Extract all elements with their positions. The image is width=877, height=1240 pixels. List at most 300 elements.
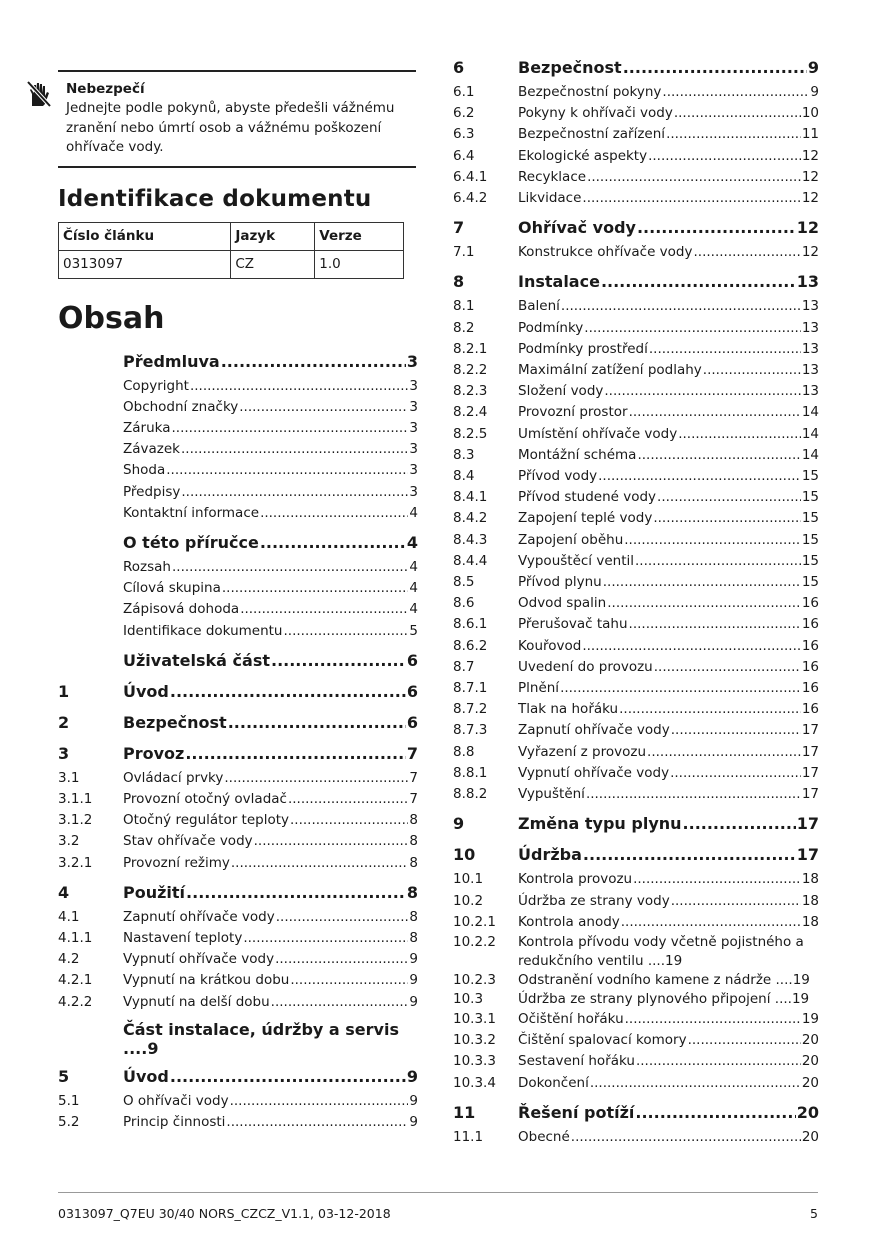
toc-entry-number: 8.7.1 [453,680,488,697]
toc-entry-label: Obecné [518,1128,570,1145]
toc-entry-label: Rozsah [123,558,171,575]
toc-entry[interactable] [58,1020,418,1058]
toc-entry-body [123,768,418,789]
toc-entry-label: Zapnutí ohřívače vody [518,722,670,739]
toc-entry-number: 3.1.2 [58,812,93,829]
toc-entry-page: 13 [801,383,819,400]
toc-entry-label: Provozní otočný ovladač [123,790,287,807]
toc-entry-number: 10 [453,845,476,865]
toc-entry-number: 9 [453,814,465,834]
toc-entry-body [518,381,819,402]
doc-id-header-cell: Verze [315,222,404,250]
toc-entry[interactable] [453,843,819,867]
toc-entry-body [123,789,418,810]
toc-entry[interactable] [453,1101,819,1125]
toc-entry[interactable] [58,992,418,1013]
toc-dot-leader [583,843,796,867]
toc-entry-body [518,636,819,657]
toc-entry-body [123,649,418,673]
toc-dot-leader [226,1112,408,1133]
toc-entry-body [518,424,819,445]
toc-entry-label: Vyřazení z provozu [518,743,647,760]
toc-entry-number: 4 [58,882,70,902]
toc-dot-leader: .... [643,952,666,969]
toc-entry-body [123,970,418,991]
toc-entry-body [518,339,819,360]
toc-entry[interactable] [58,831,418,852]
toc-entry-label: Úvod [123,1066,169,1086]
toc-entry[interactable] [58,649,418,673]
toc-entry[interactable] [58,503,418,524]
toc-entry[interactable] [453,242,819,263]
toc-dot-leader [662,82,809,103]
toc-entry-page: 17 [801,743,819,760]
toc-dot-leader [171,418,408,439]
toc-entry-body [518,270,819,294]
toc-dot-leader [239,397,408,418]
toc-dot-leader [260,503,408,524]
toc-entry-body [518,891,819,912]
toc-entry-page: 16 [801,701,819,718]
toc-entry-page: 9 [807,58,819,77]
toc-entry-page: 7 [409,769,418,786]
toc-entry-body [518,699,819,720]
toc-dot-leader [657,487,801,508]
toc-entry[interactable] [58,881,418,905]
toc-entry[interactable] [453,508,819,529]
toc-entry-label: Obchodní značky [123,398,239,415]
toc-dot-leader [586,784,801,805]
toc-entry-number: 8.2.2 [453,362,488,379]
toc-entry-body [518,167,819,188]
toc-entry-body [518,124,819,145]
toc-entry-body [123,949,418,970]
toc-entry-body [518,593,819,614]
toc-entry-page: 14 [801,425,819,442]
toc-entry-body [518,1101,819,1125]
toc-entry[interactable] [453,891,819,912]
toc-entry-page: 15 [801,552,819,569]
toc-right [453,56,819,1148]
toc-entry-label: Přerušovač tahu [518,616,628,633]
toc-entry[interactable] [58,810,418,831]
toc-entry[interactable] [58,557,418,578]
toc-dot-leader [688,1030,801,1051]
toc-entry-page: 12 [801,190,819,207]
toc-entry[interactable] [453,1030,819,1051]
toc-entry-number: 6.4.1 [453,168,488,185]
toc-entry-label: Likvidace [518,190,582,207]
toc-entry[interactable] [453,466,819,487]
toc-entry-number: 5.2 [58,1113,80,1130]
toc-entry-label: Recyklace [518,168,587,185]
footer-divider [58,1192,818,1193]
toc-entry-page: 9 [409,972,418,989]
doc-id-header-row [59,222,404,250]
toc-dot-leader [243,928,408,949]
toc-entry[interactable] [453,1051,819,1072]
toc-dot-leader [584,318,801,339]
toc-entry-label: Předpisy [123,483,181,500]
toc-entry-body [518,657,819,678]
toc-entry-number: 4.2 [58,951,80,968]
toc-entry-label: Přívod vody [518,468,598,485]
toc-heading: Obsah [58,300,165,336]
toc-entry-label: Shoda [123,462,166,479]
toc-entry-number: 5.1 [58,1092,80,1109]
toc-entry-body [518,720,819,741]
toc-entry[interactable] [58,928,418,949]
toc-entry-page: 8 [409,812,418,829]
toc-entry-label: Podmínky [518,319,584,336]
toc-entry-label: Kontrola provozu [518,871,633,888]
toc-entry-page: 17 [801,764,819,781]
toc-entry-page: 8 [409,929,418,946]
toc-entry-page: 5 [409,622,418,639]
toc-entry-page: 3 [409,462,418,479]
toc-entry-page: 4 [409,601,418,618]
toc-entry-body [123,599,418,620]
toc-entry-body [518,82,819,103]
toc-entry-label: Vypnutí ohřívače vody [123,951,275,968]
toc-dot-leader [683,812,796,836]
toc-entry-number: 10.2.2 [453,933,496,950]
toc-entry[interactable] [58,439,418,460]
toc-dot-leader [678,424,801,445]
toc-dot-leader [172,557,408,578]
toc-entry-page: 4 [409,504,418,521]
toc-entry[interactable] [58,949,418,970]
toc-entry-body [518,812,819,836]
toc-entry[interactable] [453,402,819,423]
toc-entry-label: Bezpečnostní zařízení [518,126,666,143]
toc-entry-page: 4 [409,580,418,597]
toc-entry-body [518,56,819,80]
toc-entry-number: 8.7.2 [453,701,488,718]
toc-entry-number: 8.4.1 [453,489,488,506]
toc-entry-body [518,318,819,339]
toc-entry-label: Vypouštěcí ventil [518,552,634,569]
toc-entry-page: 14 [801,404,819,421]
toc-entry[interactable] [453,360,819,381]
toc-entry[interactable] [453,551,819,572]
toc-entry-number: 6.2 [453,105,475,122]
toc-dot-leader [624,530,801,551]
toc-entry-page: 15 [801,510,819,527]
toc-entry-number: 3 [58,743,70,763]
toc-dot-leader [637,445,800,466]
toc-entry[interactable] [453,167,819,188]
toc-entry-body [123,460,418,481]
toc-entry-page: 3 [409,377,418,394]
toc-entry[interactable] [453,339,819,360]
toc-entry-label: Provozní prostor [518,404,628,421]
toc-dot-leader: .... [771,971,793,988]
toc-entry[interactable] [453,296,819,317]
toc-entry[interactable] [453,912,819,933]
toc-entry[interactable] [453,657,819,678]
toc-dot-leader [190,376,408,397]
toc-entry[interactable] [453,678,819,699]
toc-entry-label: Podmínky prostředí [518,340,648,357]
toc-entry[interactable] [453,636,819,657]
toc-entry-page: 3 [409,398,418,415]
toc-entry-page: 18 [801,892,819,909]
toc-entry-number: 8.2.1 [453,340,488,357]
toc-entry[interactable] [58,711,418,735]
danger-title: Nebezpečí [66,81,145,97]
toc-entry[interactable] [453,1127,819,1148]
toc-entry-page: 17 [801,722,819,739]
toc-entry[interactable] [453,933,819,971]
toc-entry-body [518,530,819,551]
toc-entry-body [518,1030,819,1051]
toc-entry-page: 18 [801,871,819,888]
toc-entry[interactable] [453,971,819,990]
toc-entry[interactable] [453,188,819,209]
toc-entry-label: Přívod studené vody [518,489,657,506]
toc-entry-body [518,402,819,423]
toc-entry-label: Závazek [123,441,180,458]
toc-entry-page: 8 [409,833,418,850]
toc-entry-page: 9 [409,1092,418,1109]
toc-entry-number: 10.2 [453,892,484,909]
toc-entry-number: 2 [58,712,70,732]
toc-entry-page: 12 [796,218,819,238]
toc-entry-number: 7 [453,218,465,238]
toc-entry-page: 3 [406,351,418,371]
toc-entry-label: O ohřívači vody [123,1092,229,1109]
toc-entry-page: 15 [801,574,819,591]
toc-entry[interactable] [453,381,819,402]
toc-entry[interactable] [58,531,418,555]
toc-entry-page: 14 [801,446,819,463]
toc-entry-number: 8.3 [453,446,475,463]
toc-entry-label: Copyright [123,377,189,394]
toc-entry-label: Přívod plynu [518,574,602,591]
toc-entry-body [518,508,819,529]
toc-entry-number: 10.3.4 [453,1074,496,1091]
toc-entry-number: 1 [58,681,70,701]
toc-entry-number: 8.6 [453,595,475,612]
toc-entry-label: Čištění spalovací komory [518,1032,687,1049]
toc-entry-body [123,742,418,766]
toc-dot-leader [170,1065,406,1089]
toc-entry[interactable] [453,445,819,466]
toc-entry-body [518,360,819,381]
toc-dot-leader [290,810,408,831]
toc-entry-label: Montážní schéma [518,446,637,463]
toc-entry-label: Kontaktní informace [123,504,260,521]
doc-id-header-cell: Jazyk [231,222,315,250]
toc-entry[interactable] [453,318,819,339]
toc-entry-number: 4.2.1 [58,972,93,989]
toc-dot-leader [598,466,801,487]
toc-entry-body [123,621,418,642]
toc-entry-page: 12 [801,244,819,261]
toc-entry-body [123,1020,418,1058]
toc-entry[interactable] [58,907,418,928]
toc-dot-leader [629,614,801,635]
toc-entry-body [123,810,418,831]
toc-entry[interactable] [453,720,819,741]
toc-dot-leader [604,381,800,402]
toc-dot-leader [231,853,409,874]
toc-dot-leader [635,551,801,572]
toc-entry[interactable] [453,146,819,167]
toc-entry-number: 8.5 [453,574,475,591]
toc-entry-label: Záruka [123,419,171,436]
toc-entry[interactable] [453,124,819,145]
toc-entry-label: Umístění ohřívače vody [518,425,678,442]
toc-entry-number: 5 [58,1066,70,1086]
toc-entry-page: 4 [406,532,418,552]
toc-entry-body [518,188,819,209]
toc-entry-body [518,869,819,890]
toc-entry[interactable] [58,1065,418,1089]
toc-entry-body [123,1065,418,1089]
toc-entry[interactable] [58,789,418,810]
toc-entry[interactable] [58,1091,418,1112]
toc-entry-label: Stav ohřívače vody [123,833,253,850]
toc-entry-body [123,418,418,439]
toc-entry-body [123,1091,418,1112]
toc-entry-number: 6.4.2 [453,190,488,207]
toc-dot-leader [288,789,408,810]
toc-entry-body [518,466,819,487]
toc-entry-label: Ekologické aspekty [518,147,648,164]
toc-entry[interactable] [453,812,819,836]
toc-entry-body [123,711,418,735]
toc-entry[interactable] [58,621,418,642]
toc-entry-page: 8 [409,854,418,871]
toc-entry-number: 10.3 [453,990,484,1007]
toc-entry-number: 10.1 [453,871,484,888]
toc-entry[interactable] [453,742,819,763]
toc-entry-body [123,680,418,704]
toc-entry-body [123,350,418,374]
toc-dot-leader [271,992,409,1013]
toc-entry[interactable] [58,418,418,439]
toc-entry-body [518,1051,819,1072]
toc-entry[interactable] [453,763,819,784]
toc-entry[interactable] [58,680,418,704]
toc-entry-number: 8.6.2 [453,637,488,654]
toc-entry-page: 19 [792,971,810,988]
toc-entry-page: 12 [801,168,819,185]
toc-entry[interactable] [453,784,819,805]
toc-entry[interactable] [58,376,418,397]
toc-entry[interactable] [453,424,819,445]
toc-entry[interactable] [453,103,819,124]
toc-entry-label: Zapojení teplé vody [518,510,653,527]
toc-entry[interactable] [453,869,819,890]
toc-dot-leader [601,270,796,294]
toc-dot-leader [276,907,409,928]
toc-entry-label: Část instalace, údržby a servis [123,1019,399,1039]
toc-entry-page: 12 [801,147,819,164]
doc-id-header-cell: Číslo článku [59,222,231,250]
toc-entry-body [518,971,819,990]
toc-entry-label: Instalace [518,272,600,292]
toc-entry-label: Sestavení hořáku [518,1053,635,1070]
toc-dot-leader [560,678,801,699]
toc-dot-leader [648,146,801,167]
toc-entry[interactable] [58,1112,418,1133]
toc-entry-number: 8.7 [453,658,475,675]
toc-entry[interactable] [58,599,418,620]
toc-entry-page: 4 [409,558,418,575]
toc-entry-number: 10.3.3 [453,1053,496,1070]
toc-entry[interactable] [58,853,418,874]
toc-entry-page: 6 [406,681,418,701]
toc-entry-page: 19 [791,990,810,1007]
toc-dot-leader: .... [123,1038,148,1058]
toc-entry-page: 3 [409,441,418,458]
toc-entry-body [518,487,819,508]
toc-entry[interactable] [453,82,819,103]
toc-entry[interactable] [453,530,819,551]
toc-dot-leader [670,763,801,784]
toc-entry[interactable] [58,768,418,789]
toc-dot-leader [571,1127,801,1148]
toc-dot-leader [637,216,796,240]
toc-dot-leader [693,242,800,263]
toc-entry[interactable] [453,1009,819,1030]
toc-entry[interactable] [58,578,418,599]
toc-entry-body [123,928,418,949]
toc-entry[interactable] [453,270,819,294]
toc-entry[interactable] [453,990,819,1009]
toc-entry-number: 8 [453,272,465,292]
toc-entry-label: Očištění hořáku [518,1010,624,1027]
toc-entry[interactable] [58,482,418,503]
toc-entry-page: 10 [801,105,819,122]
toc-entry[interactable] [453,216,819,240]
toc-entry-label: Bezpečnost [518,58,622,77]
toc-entry-number: 8.7.3 [453,722,488,739]
toc-entry-body [123,557,418,578]
toc-entry[interactable] [58,460,418,481]
toc-entry-label: Zápisová dohoda [123,601,240,618]
toc-entry[interactable] [453,593,819,614]
toc-entry-number: 8.8.1 [453,764,488,781]
toc-entry[interactable] [58,350,418,374]
toc-entry-body [123,439,418,460]
toc-entry-body [518,990,819,1009]
toc-entry[interactable] [58,742,418,766]
toc-entry-number: 10.3.1 [453,1010,496,1027]
toc-entry[interactable] [453,614,819,635]
toc-dot-leader [582,636,800,657]
toc-entry-page: 17 [801,786,819,803]
toc-entry[interactable] [453,699,819,720]
doc-id-table [58,222,404,279]
toc-entry-page: 17 [796,845,819,865]
toc-dot-leader [671,891,801,912]
toc-entry-number: 3.2.1 [58,854,93,871]
toc-entry[interactable] [453,1073,819,1094]
toc-entry-label: Uvedení do provozu [518,658,653,675]
toc-entry-page: 20 [796,1102,819,1122]
toc-entry-label: Vypnutí na delší dobu [123,993,270,1010]
toc-entry[interactable] [58,397,418,418]
toc-entry[interactable] [58,970,418,991]
toc-dot-leader [625,1009,801,1030]
toc-entry[interactable] [453,56,819,80]
toc-entry[interactable] [453,487,819,508]
toc-entry[interactable] [453,572,819,593]
